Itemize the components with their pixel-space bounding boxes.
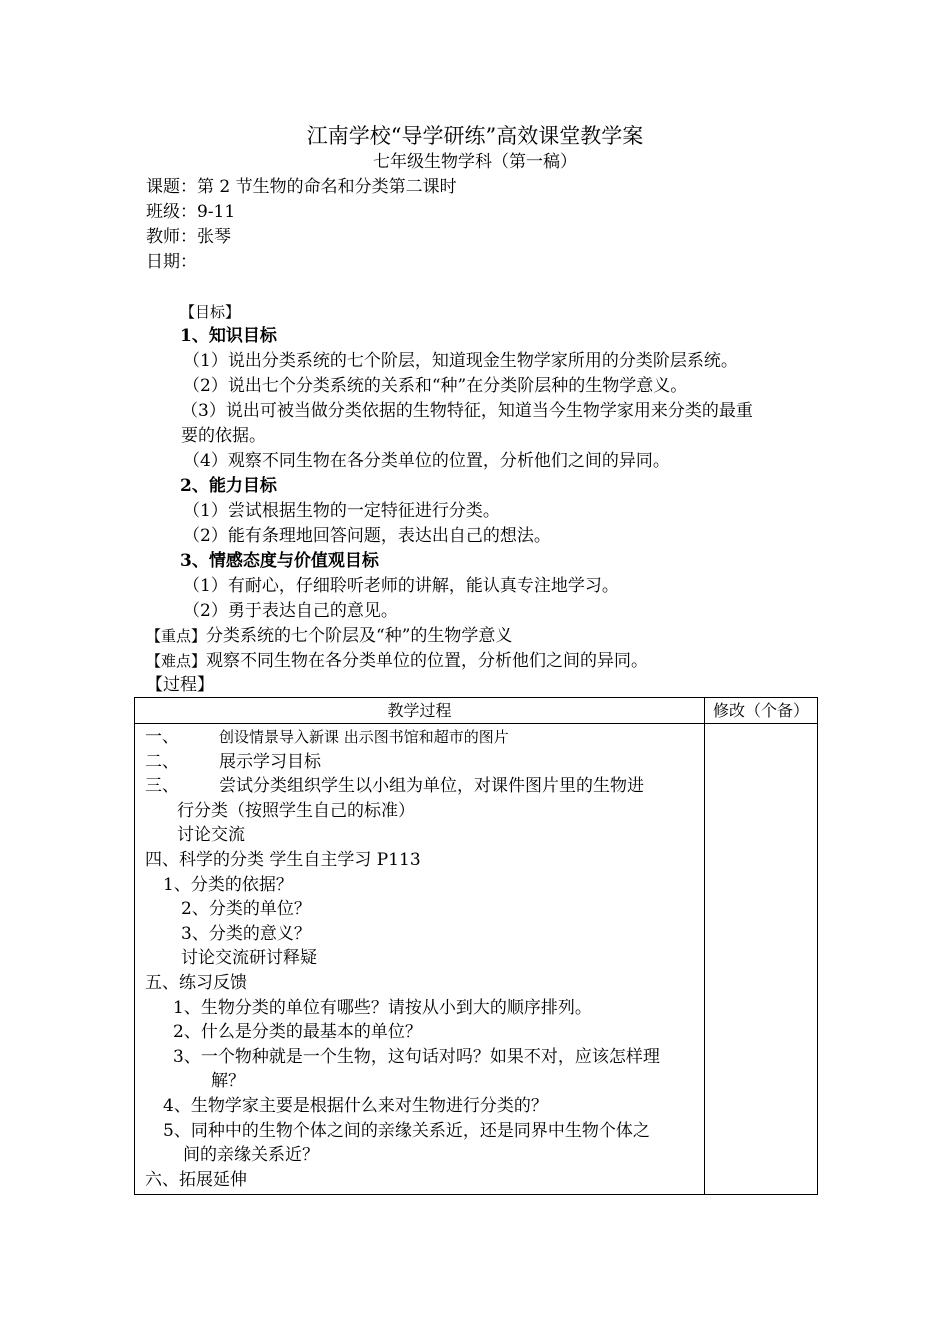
emotion-goal-title: 3、情感态度与价值观目标 xyxy=(180,551,379,571)
process-line: 1、分类的依据？ xyxy=(163,874,293,895)
meta-class: 班级：9-11 xyxy=(146,202,236,222)
objectives-header: 【目标】 xyxy=(180,303,241,321)
header-divider xyxy=(135,723,817,724)
process-line: 间的亲缘关系近？ xyxy=(183,1145,319,1166)
column-header-process: 教学过程 xyxy=(387,701,452,720)
difficult-point-text: 观察不同生物在各分类单位的位置，分析他们之间的异同。 xyxy=(206,651,649,671)
column-header-notes: 修改（个备） xyxy=(712,701,809,720)
process-line-number: 三、 xyxy=(145,776,179,797)
process-line-text: 展示学习目标 xyxy=(219,751,321,772)
knowledge-goal-3-cont: 要的依据。 xyxy=(181,426,266,446)
process-line: 解？ xyxy=(211,1071,245,1092)
ability-goal-title: 2、能力目标 xyxy=(180,476,277,496)
process-line-text: 尝试分类组织学生以小组为单位，对课件图片里的生物进 xyxy=(219,776,644,797)
meta-teacher: 教师：张琴 xyxy=(146,227,231,247)
ability-goal-1: （1）尝试根据生物的一定特征进行分类。 xyxy=(183,501,500,521)
process-line: 六、拓展延伸 xyxy=(145,1169,247,1190)
knowledge-goal-4: （4）观察不同生物在各分类单位的位置，分析他们之间的异同。 xyxy=(183,451,670,471)
document-subtitle: 七年级生物学科（第一稿） xyxy=(373,152,577,172)
process-line: 2、分类的单位？ xyxy=(181,899,311,920)
key-point xyxy=(146,624,512,648)
process-line xyxy=(145,750,321,775)
key-point-label: 【重点】 xyxy=(146,627,207,645)
process-line: 讨论交流研讨释疑 xyxy=(181,948,317,969)
meta-date: 日期： xyxy=(146,252,197,272)
emotion-goal-2: （2）勇于表达自己的意见。 xyxy=(183,601,398,621)
process-line-number: 二、 xyxy=(145,751,179,772)
column-divider xyxy=(704,698,705,1194)
process-table xyxy=(134,697,818,1195)
document-title: 江南学校“导学研练”高效课堂教学案 xyxy=(306,124,644,148)
process-line: 四、科学的分类 学生自主学习 P113 xyxy=(145,850,421,870)
difficult-point-label: 【难点】 xyxy=(146,652,207,670)
knowledge-goal-1: （1）说出分类系统的七个阶层，知道现金生物学家所用的分类阶层系统。 xyxy=(183,351,738,371)
ability-goal-2: （2）能有条理地回答问题，表达出自己的想法。 xyxy=(183,526,551,546)
meta-topic: 课题：第 2 节生物的命名和分类第二课时 xyxy=(146,177,457,197)
process-line: 5、同种中的生物个体之间的亲缘关系近，还是同界中生物个体之 xyxy=(163,1120,650,1141)
knowledge-goal-3: （3）说出可被当做分类依据的生物特征，知道当今生物学家用来分类的最重 xyxy=(181,401,753,421)
knowledge-goal-2: （2）说出七个分类系统的关系和“种”在分类阶层种的生物学意义。 xyxy=(183,376,688,396)
process-label: 【过程】 xyxy=(146,675,214,695)
process-line: 行分类（按照学生自己的标准） xyxy=(177,800,415,821)
emotion-goal-1: （1）有耐心，仔细聆听老师的讲解，能认真专注地学习。 xyxy=(183,576,619,596)
process-line: 4、生物学家主要是根据什么来对生物进行分类的？ xyxy=(163,1096,548,1116)
key-point-text: 分类系统的七个阶层及“种”的生物学意义 xyxy=(206,626,513,646)
process-line xyxy=(145,725,509,750)
process-line: 讨论交流 xyxy=(177,825,245,846)
process-line-number: 一、 xyxy=(145,727,179,747)
process-line: 五、练习反馈 xyxy=(145,973,247,993)
process-line: 3、分类的意义？ xyxy=(181,923,311,944)
process-line: 1、生物分类的单位有哪些？请按从小到大的顺序排列。 xyxy=(173,997,592,1018)
difficult-point xyxy=(146,649,648,673)
process-line-text: 创设情景导入新课 出示图书馆和超市的图片 xyxy=(219,728,509,746)
process-line xyxy=(145,774,644,799)
process-line: 2、什么是分类的最基本的单位？ xyxy=(173,1022,422,1043)
knowledge-goal-title: 1、知识目标 xyxy=(180,326,277,346)
process-line: 3、一个物种就是一个生物，这句话对吗？如果不对，应该怎样理 xyxy=(173,1046,660,1067)
